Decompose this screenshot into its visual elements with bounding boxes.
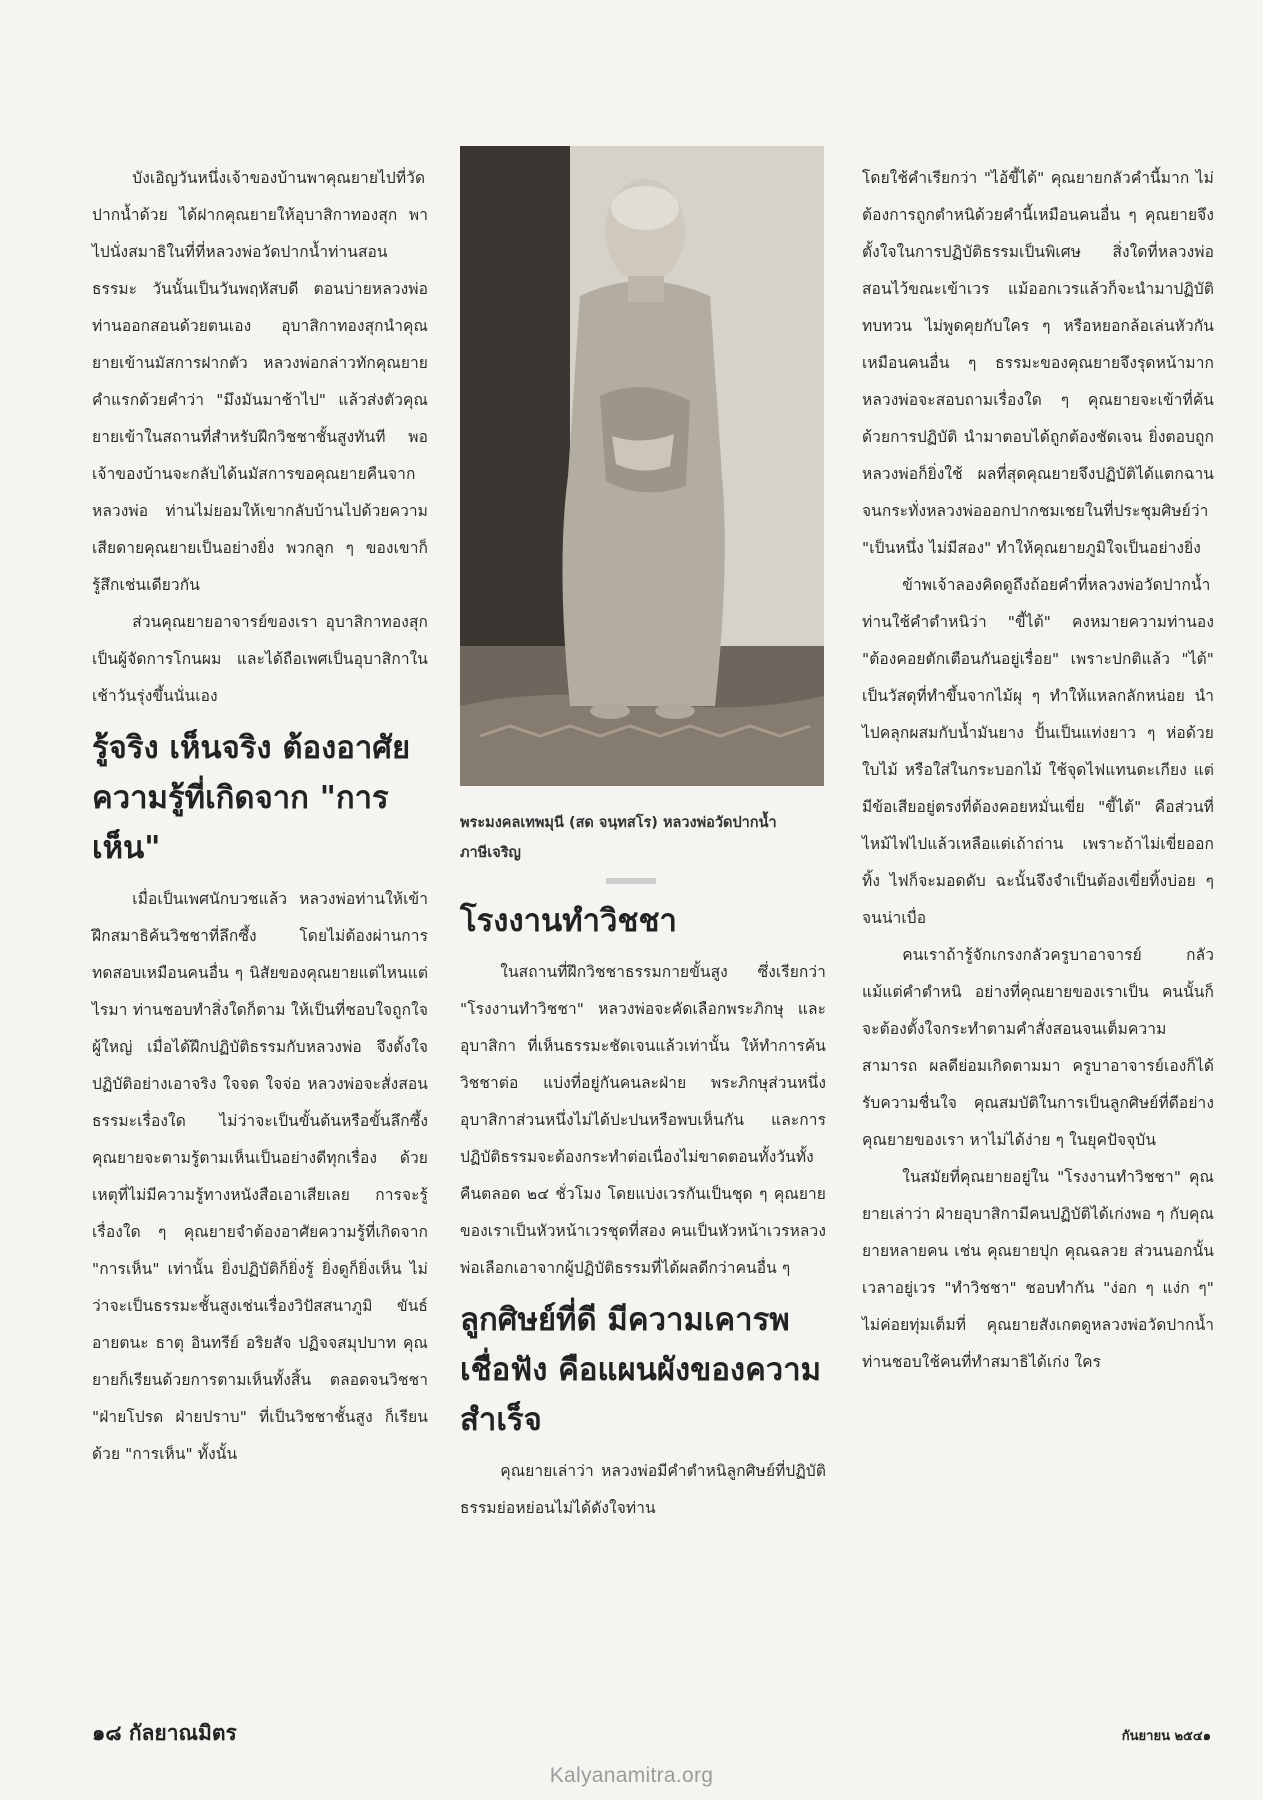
section-heading: ลูกศิษย์ที่ดี มีความเคารพเชื่อฟัง คือแผนผังของความสำเร็จ [460,1302,822,1438]
paragraph: คุณยายเล่าว่า หลวงพ่อมีคำตำหนิลูกศิษย์ที่ปฏิบัติธรรมย่อหย่อนไม่ได้ดังใจท่าน [460,1462,826,1517]
section-heading: รู้จริง เห็นจริง ต้องอาศัยความรู้ที่เกิดจาก "การเห็น" [92,730,411,866]
paragraph: ส่วนคุณยายอาจารย์ของเรา อุบาสิกาทองสุกเป็นผู้จัดการโกนผม และได้ถือเพศเป็นอุบาสิกาในเช้าวันรุ่งขึ้นนั่นเอง [92,613,428,705]
photo-caption: พระมงคลเทพมุนี (สด จนฺทสโร) หลวงพ่อวัดปากน้ำ ภาษีเจริญ [460,815,777,861]
paragraph: เมื่อเป็นเพศนักบวชแล้ว หลวงพ่อท่านให้เข้าฝึกสมาธิค้นวิชชาที่ลึกซึ้ง โดยไม่ต้องผ่านการทดสอบเหมือนคนอื่น ๆ นิสัยของคุณยายแต่ไหนแต่ไรมา ท่านชอบทำสิ่งใดก็ตาม ให้เป็นที่ชอบใจถูกใจผู้ใหญ่ เมื่อได้ฝึกปฏิบัติธรรมกับหลวงพ่อ จึงตั้งใจปฏิบัติอย่างเอาจริง ใจจด ใจจ่อ หลวงพ่อจะสั่งสอนธรรมะเรื่องใด ไม่ว่าจะเป็นขั้นต้นหรือขั้นลึกซึ้ง คุณยายจะตามรู้ตามเห็นเป็นอย่างดีทุกเรื่อง ด้วยเหตุที่ไม่มีความรู้ทางหนังสือเอาเสียเลย การจะรู้เรื่องใด ๆ คุณยายจำต้องอาศัยความรู้ที่เกิดจาก "การเห็น" เท่านั้น ยิ่งปฏิบัติก็ยิ่งรู้ ยิ่งดูก็ยิ่งเห็น ไม่ว่าจะเป็นธรรมะชั้นสูงเช่นเรื่องวิปัสสนาภูมิ ขันธ์ อายตนะ ธาตุ อินทรีย์ อริยสัจ ปฏิจจสมุปบาท คุณยายก็เรียนด้วยการตามเห็นทั้งสิ้น ตลอดจนวิชชา "ฝ่ายโปรด ฝ่ายปราบ" ที่เป็นวิชชาชั้นสูง ก็เรียนด้วย "การเห็น" ทั้งนั้น [92,890,428,1463]
page-number-footer: ๑๘ กัลยาณมิตร [92,1721,237,1745]
middle-column [460,146,826,1527]
watermark-link[interactable]: Kalyanamitra.org [549,1764,714,1787]
section-heading: โรงงานทำวิชชา [460,903,677,939]
paragraph: ในสถานที่ฝึกวิชชาธรรมกายขั้นสูง ซึ่งเรียกว่า "โรงงานทำวิชชา" หลวงพ่อจะคัดเลือกพระภิกษุ และอุบาสิกา ที่เห็นธรรมะชัดเจนแล้วเท่านั้น ให้ทำการค้นวิชชาต่อ แบ่งที่อยู่กันคนละฝ่าย พระภิกษุส่วนหนึ่ง อุบาสิกาส่วนหนึ่งไม่ได้ปะปนหรือพบเห็นกัน และการปฏิบัติธรรมจะต้องกระทำต่อเนื่องไม่ขาดตอนทั้งวันทั้งคืนตลอด ๒๔ ชั่วโมง โดยแบ่งเวรกันเป็นชุด ๆ คุณยายของเราเป็นหัวหน้าเวรชุดที่สอง คนเป็นหัวหน้าเวรหลวงพ่อเลือกเอาจากผู้ปฏิบัติธรรมที่ได้ผลดีกว่าคนอื่น ๆ [460,963,826,1277]
left-column [92,160,428,1473]
paragraph: บังเอิญวันหนึ่งเจ้าของบ้านพาคุณยายไปที่วัดปากน้ำด้วย ได้ฝากคุณยายให้อุบาสิกาทองสุก พาไปนั่งสมาธิในที่ที่หลวงพ่อวัดปากน้ำท่านสอนธรรมะ วันนั้นเป็นวันพฤหัสบดี ตอนบ่ายหลวงพ่อท่านออกสอนด้วยตนเอง อุบาสิกาทองสุกนำคุณยายเข้านมัสการฝากตัว หลวงพ่อกล่าวทักคุณยายคำแรกด้วยคำว่า "มึงมันมาช้าไป" แล้วส่งตัวคุณยายเข้าในสถานที่สำหรับฝึกวิชชาชั้นสูงทันที พอเจ้าของบ้านจะกลับได้นมัสการขอคุณยายคืนจากหลวงพ่อ ท่านไม่ยอมให้เขากลับบ้านไปด้วยความเสียดายคุณยายเป็นอย่างยิ่ง พวกลูก ๆ ของเขาก็รู้สึกเช่นเดียวกัน [92,169,428,594]
monk-photo-illustration [460,146,824,786]
paragraph: ข้าพเจ้าลองคิดดูถึงถ้อยคำที่หลวงพ่อวัดปากน้ำท่านใช้คำตำหนิว่า "ขี้ไต้" คงหมายความท่านอง "ต้องคอยตักเตือนกันอยู่เรื่อย" เพราะปกติแล้ว "ไต้" เป็นวัสดุที่ทำขึ้นจากไม้ผุ ๆ ทำให้แหลกลักหน่อย นำไปคลุกผสมกับน้ำมันยาง ปั้นเป็นแท่งยาว ๆ ห่อด้วยใบไม้ หรือใส่ในกระบอกไม้ ใช้จุดไฟแทนตะเกียง แต่มีข้อเสียอยู่ตรงที่ต้องคอยหมั่นเขี่ย "ขี้ไต้" คือส่วนที่ไหม้ไฟไปแล้วเหลือแต่เถ้าถ่าน เพราะถ้าไม่เขี่ยออกทิ้ง ไฟก็จะมอดดับ ฉะนั้นจึงจำเป็นต้องเขี่ยทิ้งบ่อย ๆ จนน่าเบื่อ [862,576,1214,927]
right-column [862,160,1214,1381]
paragraph: คนเราถ้ารู้จักเกรงกลัวครูบาอาจารย์ กลัวแม้แต่คำตำหนิ อย่างที่คุณยายของเราเป็น คนนั้นก็จะต้องตั้งใจกระทำตามคำสั่งสอนจนเต็มความสามารถ ผลดีย่อมเกิดตามมา ครูบาอาจารย์เองก็ได้รับความชื่นใจ คุณสมบัติในการเป็นลูกศิษย์ที่ดีอย่างคุณยายของเรา หาไม่ได้ง่าย ๆ ในยุคปัจจุบัน [862,946,1214,1149]
divider [606,878,656,884]
issue-date-footer: กันยายน ๒๕๔๑ [1121,1729,1211,1744]
paragraph: โดยใช้คำเรียกว่า "ไอ้ขี้ไต้" คุณยายกลัวคำนี้มาก ไม่ต้องการถูกตำหนิด้วยคำนี้เหมือนคนอื่น ๆ คุณยายจึงตั้งใจในการปฏิบัติธรรมเป็นพิเศษ สิ่งใดที่หลวงพ่อสอนไว้ขณะเข้าเวร แม้ออกเวรแล้วก็จะนำมาปฏิบัติทบทวน ไม่พูดคุยกับใคร ๆ หรือหยอกล้อเล่นหัวกันเหมือนคนอื่น ๆ ธรรมะของคุณยายจึงรุดหน้ามาก หลวงพ่อจะสอบถามเรื่องใด ๆ คุณยายจะเข้าที่ค้นด้วยการปฏิบัติ นำมาตอบได้ถูกต้องชัดเจน ยิ่งตอบถูกหลวงพ่อก็ยิ่งใช้ ผลที่สุดคุณยายจึงปฏิบัติได้แตกฉาน จนกระทั่งหลวงพ่อออกปากชมเชยในที่ประชุมศิษย์ว่า "เป็นหนึ่ง ไม่มีสอง" ทำให้คุณยายภูมิใจเป็นอย่างยิ่ง [862,169,1214,557]
paragraph: ในสมัยที่คุณยายอยู่ใน "โรงงานทำวิชชา" คุณยายเล่าว่า ฝ่ายอุบาสิกามีคนปฏิบัติได้เก่งพอ ๆ กับคุณยายหลายคน เช่น คุณยายปุก คุณฉลวย ส่วนนอกนั้นเวลาอยู่เวร "ทำวิชชา" ชอบทำกัน "ง่อก ๆ แง่ก ๆ" ไม่ค่อยทุ่มเต็มที่ คุณยายสังเกตดูหลวงพ่อวัดปากน้ำท่านชอบใช้คนที่ทำสมาธิได้เก่ง ใคร [862,1168,1215,1371]
monk-photo [460,146,824,786]
